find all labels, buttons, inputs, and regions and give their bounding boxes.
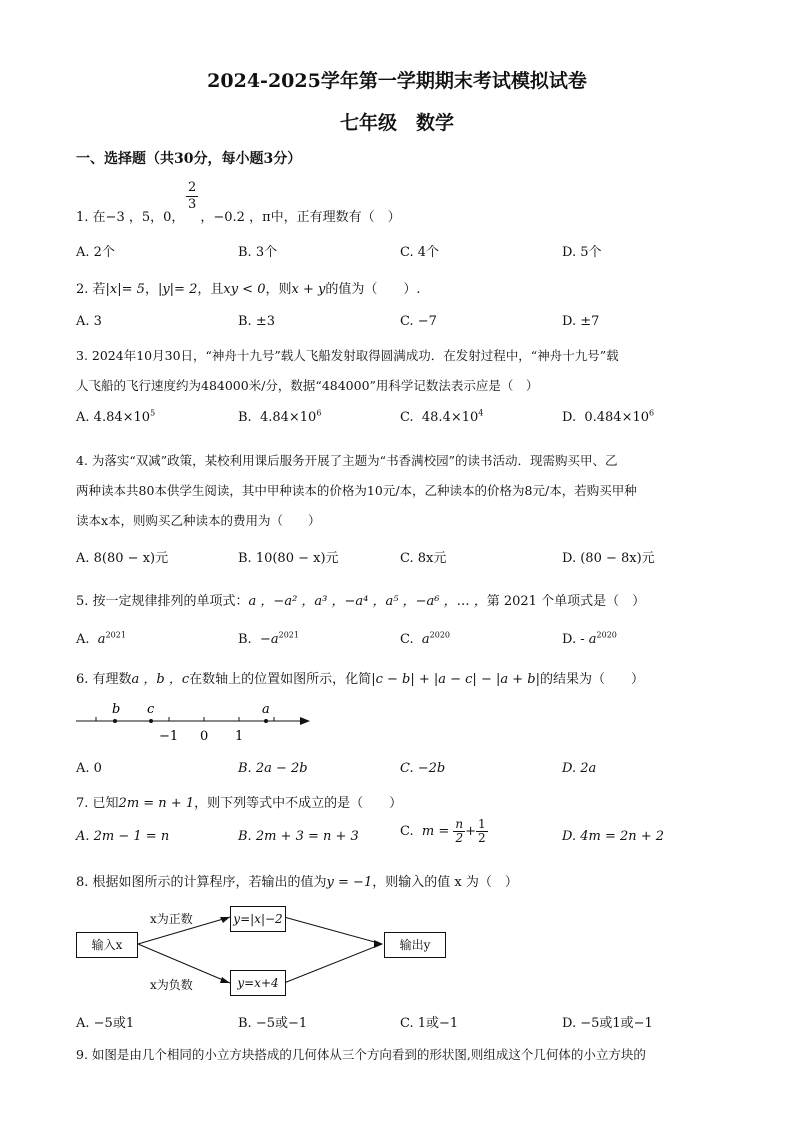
q4-stem-line3: 读本x本，则购买乙种读本的费用为（ ）: [76, 513, 321, 528]
q1-option-a[interactable]: A. 2个: [76, 245, 115, 260]
point-b: [113, 719, 117, 723]
q7-stem: 7. 已知2m = n + 1，则下列等式中不成立的是（ ）: [76, 796, 403, 811]
q1-stem: 1. 在−3 ，5，0， ，−0.2 ，π中，正有理数有（ ）: [76, 210, 401, 225]
exam-title: 2024-2025学年第一学期期末考试模拟试卷: [207, 70, 587, 92]
q2-option-c[interactable]: C. −7: [400, 314, 437, 329]
flow-branch-negative-label: x为负数: [150, 978, 193, 992]
q6-stem: 6. 有理数a ，b ，c在数轴上的位置如图所示，化简|c − b| + |a − c| − |a + b|的结果为（ ）: [76, 672, 644, 687]
q8-option-a[interactable]: A. −5或1: [76, 1016, 135, 1031]
q8-stem: 8. 根据如图所示的计算程序，若输出的值为y = −1，则输入的值 x 为（ ）: [76, 875, 518, 890]
q6-option-a[interactable]: A. 0: [76, 761, 102, 776]
point-c: [149, 719, 153, 723]
q8-option-d[interactable]: D. −5或1或−1: [562, 1016, 653, 1031]
exam-subtitle: 七年级 数学: [339, 112, 454, 134]
q1-option-b[interactable]: B. 3个: [238, 245, 278, 260]
q5-option-b[interactable]: B. $-a^{2021}$: [238, 630, 299, 647]
flow-negative-box: y=x+4: [230, 970, 286, 996]
q1-fraction: $\frac{2}{3}$: [188, 180, 197, 212]
q2-option-b[interactable]: B. ±3: [238, 314, 275, 329]
point-a: [264, 719, 268, 723]
flow-output-box: 输出y: [384, 932, 446, 958]
q3-option-c[interactable]: C. $48.4\times 10^4$: [400, 408, 484, 425]
q7-option-a[interactable]: A. 2m − 1 = n: [76, 829, 170, 844]
q4-option-b[interactable]: B. 10(80 − x)元: [238, 551, 339, 566]
q7-option-c[interactable]: C. m = $\frac{n}{2}$ + $\frac{1}{2}$: [400, 817, 486, 845]
q5-option-a[interactable]: A. $a^{2021}$: [76, 630, 126, 647]
label-c: c: [147, 702, 155, 717]
section-heading: 一、选择题（共30分，每小题3分）: [76, 151, 302, 167]
q7-option-d[interactable]: D. 4m = 2n + 2: [562, 829, 665, 844]
tick-label-1: 1: [235, 729, 244, 744]
q3-stem-line2: 人飞船的飞行速度约为484000米/分，数据“484000”用科学记数法表示应是（ ）: [76, 378, 539, 393]
flow-branch-positive-label: x为正数: [150, 912, 193, 926]
q4-stem-line2: 两种读本共80本供学生阅读，其中甲种读本的价格为10元/本，乙种读本的价格为8元/本，若购买甲种: [76, 483, 637, 498]
q4-option-c[interactable]: C. 8x元: [400, 551, 447, 566]
q2-option-a[interactable]: A. 3: [76, 314, 102, 329]
q6-option-d[interactable]: D. 2a: [562, 761, 597, 776]
q1-option-d[interactable]: D. 5个: [562, 245, 602, 260]
number-line-figure: [74, 700, 324, 746]
q3-option-b[interactable]: B. $4.84\times 10^6$: [238, 408, 322, 425]
q5-stem: 5. 按一定规律排列的单项式：a ，−a² ，a³ ，−a⁴ ，a⁵ ，−a⁶ ，… ，第 2021 个单项式是（ ）: [76, 594, 646, 609]
number-line-arrow: [300, 717, 310, 725]
q9-stem-line1: 9. 如图是由几个相同的小立方块搭成的几何体从三个方向看到的形状图,则组成这个几何体的小立方块的: [76, 1047, 646, 1062]
flow-positive-box: y=|x|−2: [230, 906, 286, 932]
q3-option-d[interactable]: D. $0.484\times 10^6$: [562, 408, 655, 425]
q4-stem-line1: 4. 为落实“双减”政策，某校利用课后服务开展了主题为“书香满校园”的读书活动．现需购买甲、乙: [76, 453, 618, 468]
q1-option-c[interactable]: C. 4个: [400, 245, 440, 260]
q3-stem-line1: 3. 2024年10月30日，“神舟十九号”载人飞船发射取得圆满成功．在发射过程中，“神舟十九号”载: [76, 348, 619, 363]
q6-option-b[interactable]: B. 2a − 2b: [238, 761, 308, 776]
q5-option-d[interactable]: D. - $a^{2020}$: [562, 630, 617, 647]
q6-option-c[interactable]: C. −2b: [400, 761, 446, 776]
q2-option-d[interactable]: D. ±7: [562, 314, 600, 329]
q8-option-b[interactable]: B. −5或−1: [238, 1016, 308, 1031]
q4-option-a[interactable]: A. 8(80 − x)元: [76, 551, 169, 566]
q3-option-a[interactable]: A. $4.84\times 10^5$: [76, 408, 156, 425]
label-a: a: [262, 702, 270, 717]
q7-option-b[interactable]: B. 2m + 3 = n + 3: [238, 829, 359, 844]
q2-stem: 2. 若|x|= 5，|y|= 2，且xy < 0，则x + y的值为（ ）.: [76, 282, 421, 297]
tick-label-neg1: −1: [159, 729, 179, 744]
tick-label-0: 0: [200, 729, 209, 744]
q5-option-c[interactable]: C. $a^{2020}$: [400, 630, 451, 647]
flow-input-box: 输入x: [76, 932, 138, 958]
q4-option-d[interactable]: D. (80 − 8x)元: [562, 551, 655, 566]
label-b: b: [112, 702, 121, 717]
q8-option-c[interactable]: C. 1或−1: [400, 1016, 459, 1031]
